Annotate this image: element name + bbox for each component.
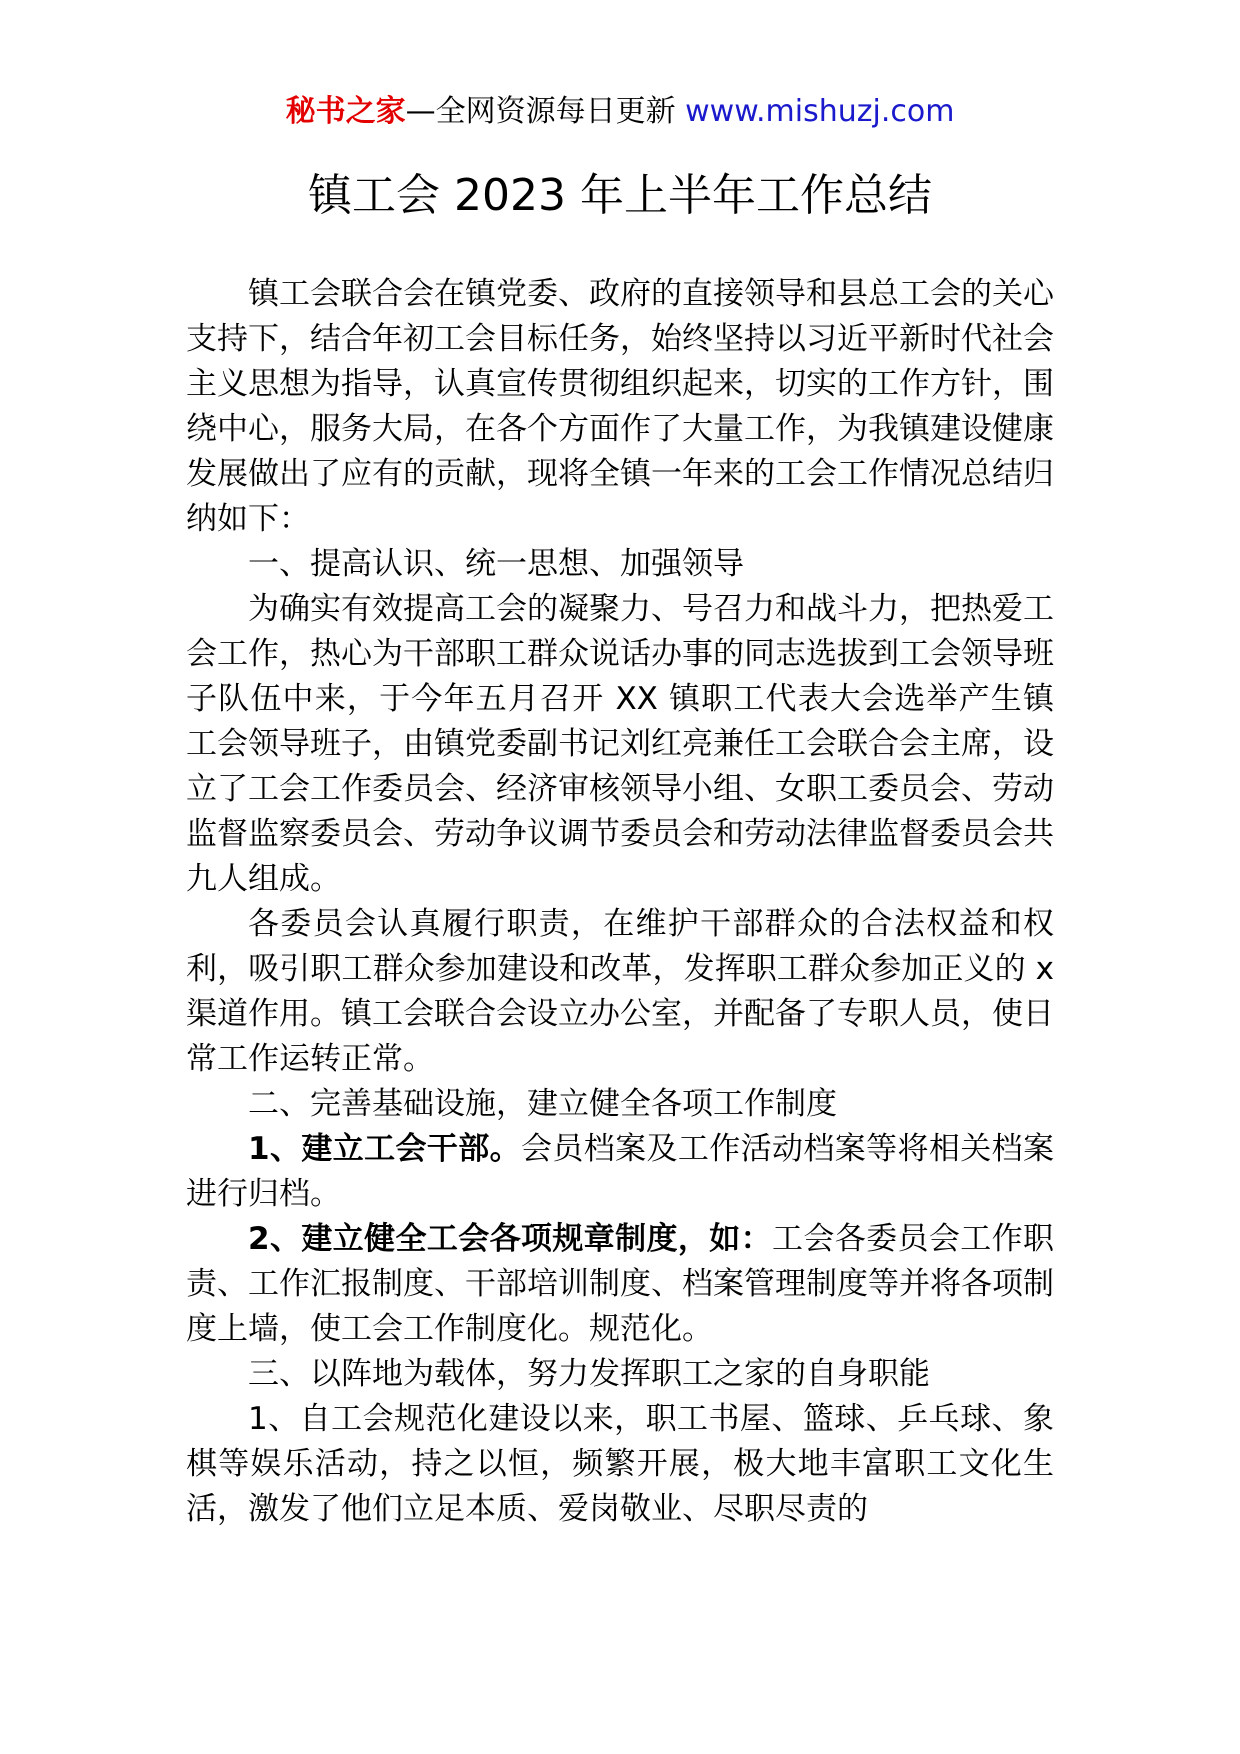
item-1-lead: 1、建立工会干部。	[248, 1131, 521, 1167]
document-body	[186, 272, 1054, 1532]
item-2-lead: 2、建立健全工会各项规章制度，如：	[248, 1221, 772, 1257]
section1-paragraph-2: 各委员会认真履行职责，在维护干部群众的合法权益和权利，吸引职工群众参加建设和改革，发挥职工群众参加正义的 x 渠道作用。镇工会联合会设立办公室，并配备了专职人员，使日常工作运转正常。	[186, 906, 1054, 1077]
section1-paragraph-1: 为确实有效提高工会的凝聚力、号召力和战斗力，把热爱工会工作，热心为干部职工群众说话办事的同志选拔到工会领导班子队伍中来，于今年五月召开 XX 镇职工代表大会选举产生镇工会领导班子，由镇党委副书记刘红亮兼任工会联合会主席，设立了工会工作委员会、经济审核领导小组、女职工委员会、劳动监督监察委员会、劳动争议调节委员会和劳动法律监督委员会共九人组成。	[186, 591, 1054, 897]
section3-paragraph-1: 1、自工会规范化建设以来，职工书屋、篮球、乒乓球、象棋等娱乐活动，持之以恒，频繁开展，极大地丰富职工文化生活，激发了他们立足本质、爱岗敬业、尽职尽责的	[186, 1401, 1054, 1527]
item-2-paragraph	[186, 1217, 1054, 1352]
intro-paragraph: 镇工会联合会在镇党委、政府的直接领导和县总工会的关心支持下，结合年初工会目标任务，始终坚持以习近平新时代社会主义思想为指导，认真宣传贯彻组织起来，切实的工作方针，围绕中心，服务大局，在各个方面作了大量工作，为我镇建设健康发展做出了应有的贡献，现将全镇一年来的工会工作情况总结归纳如下：	[186, 276, 1054, 537]
item-1-text: 会员档案及工作活动档案等将相关档案进行归档。	[186, 1131, 1054, 1212]
document-title: 镇工会 2023 年上半年工作总结	[308, 170, 932, 221]
section-heading-2: 二、完善基础设施，建立健全各项工作制度	[248, 1086, 837, 1122]
site-url: www.mishuzj.com	[685, 94, 955, 129]
brand-name: 秘书之家	[285, 94, 406, 129]
site-header	[0, 92, 1240, 132]
item-2-text: 工会各委员会工作职责、工作汇报制度、干部培训制度、档案管理制度等并将各项制度上墙，使工会工作制度化。规范化。	[186, 1221, 1054, 1347]
item-1-paragraph	[186, 1127, 1054, 1217]
header-tagline: —全网资源每日更新	[405, 94, 686, 129]
section-heading-1: 一、提高认识、统一思想、加强领导	[248, 546, 744, 582]
section-heading-3: 三、以阵地为载体，努力发挥职工之家的自身职能	[248, 1356, 930, 1392]
